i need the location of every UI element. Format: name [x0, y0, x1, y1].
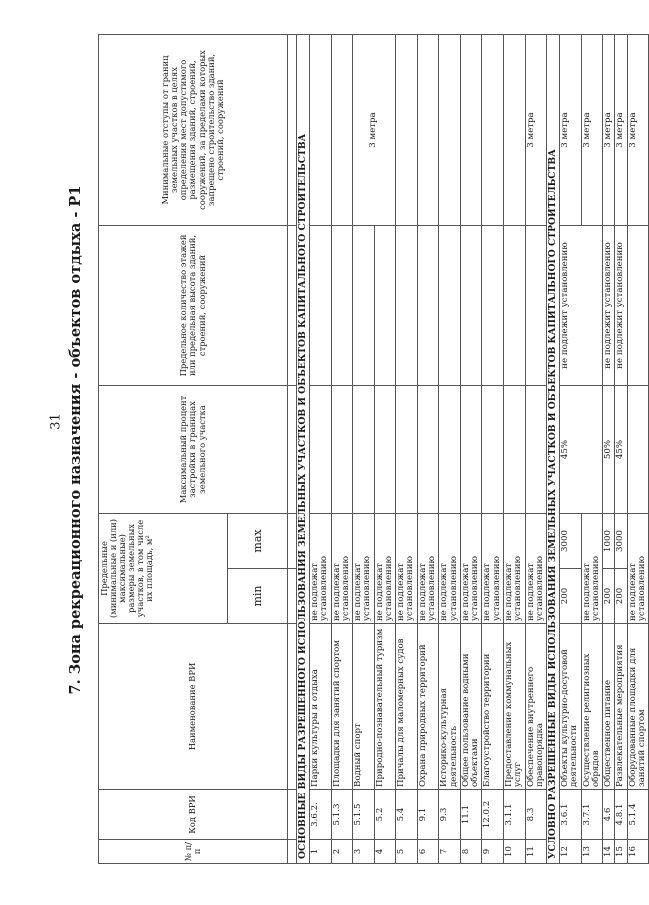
cell-size: не подлежат установлению	[460, 514, 482, 624]
header-floors: Предельное количество этажей или предельная высота зданий, строений, сооружений	[99, 226, 288, 386]
cell-size: не подлежат установлению	[309, 514, 331, 624]
cell-size: не подлежат установлению	[627, 514, 649, 624]
cell-max: 3000	[560, 514, 582, 569]
page-number: 31	[48, 413, 64, 430]
cell-offset: 3 метра	[627, 35, 649, 226]
header-min: min	[228, 569, 288, 624]
cell-floors: не подлежит установлению	[603, 226, 615, 386]
header-name: Наименование ВРИ	[99, 624, 288, 790]
cell-num: 9	[482, 840, 504, 864]
table-container	[98, 35, 648, 864]
section-main-label: ОСНОВНЫЕ ВИДЫ РАЗРЕШЕННОГО ИСПОЛЬЗОВАНИЯ ЗЕМЕЛЬНЫХ УЧАСТКОВ И ОБЪЕКТОВ КАПИТАЛЬНОГО СТРОИТЕЛЬСТВА	[297, 35, 310, 864]
cell-max: 1000	[603, 514, 615, 569]
cell-name: Объекты культурно-досуговой деятельности	[560, 624, 582, 790]
header-code: Код ВРИ	[99, 790, 288, 840]
cell-code: 4.8.1	[615, 790, 627, 840]
cell-floors: не подлежит установлению	[615, 226, 627, 386]
cell-num: 10	[504, 840, 526, 864]
cell-offset: 3 метра	[560, 35, 582, 226]
cell-code: 8.3	[525, 790, 547, 840]
cell-size: не подлежат установлению	[374, 514, 396, 624]
zoning-table	[98, 34, 649, 864]
cell-code: 3.6.1	[560, 790, 582, 840]
column-number-row	[288, 35, 297, 864]
cell-num: 13	[581, 840, 603, 864]
cell-min: 200	[560, 569, 582, 624]
table-row	[331, 35, 353, 864]
table-row	[560, 35, 582, 864]
header-num: № п/п	[99, 840, 288, 864]
cell-name: Природно-познавательный туризм	[374, 624, 396, 790]
cell-code: 9.1	[417, 790, 439, 840]
header-offsets: Минимальные отступы от границ земельных участков в целях определения мест допустимого размещения зданий, строений, сооружений, за пределами которых запрещено строительство зданий, строений, сооружений	[99, 35, 288, 226]
cell-name: Благоустройство территории	[482, 624, 504, 790]
cell-size: не подлежат установлению	[581, 514, 603, 624]
cell-num: 15	[615, 840, 627, 864]
cell-size: не подлежат установлению	[396, 514, 418, 624]
cell-num: 3	[353, 840, 375, 864]
cell-size: не подлежат установлению	[482, 514, 504, 624]
cell-name: Общее пользование водными объектами	[460, 624, 482, 790]
cell-num: 14	[603, 840, 615, 864]
cell-size: не подлежат установлению	[439, 514, 461, 624]
cell-offset: 3 метра	[353, 35, 396, 226]
table-row	[627, 35, 649, 864]
cell-num: 8	[460, 840, 482, 864]
cell-num: 7	[439, 840, 461, 864]
cell-code: 3.6.2.	[309, 790, 331, 840]
table-row	[615, 35, 627, 864]
header-row	[99, 35, 228, 864]
table-row	[504, 35, 526, 864]
cell-num: 12	[560, 840, 582, 864]
table-row	[460, 35, 482, 864]
cell-offset: 3 метра	[525, 35, 547, 226]
cell-num: 5	[396, 840, 418, 864]
cell-num: 6	[417, 840, 439, 864]
cell-code: 3.1.1	[504, 790, 526, 840]
cell-code: 5.2	[374, 790, 396, 840]
section-main	[297, 35, 310, 864]
cell-num: 1	[309, 840, 331, 864]
cell-code: 5.1.3	[331, 790, 353, 840]
cell-name: Причалы для маломерных судов	[396, 624, 418, 790]
cell-num: 4	[374, 840, 396, 864]
section-conditional	[547, 35, 560, 864]
cell-code: 11.1	[460, 790, 482, 840]
cell-size: не подлежат установлению	[525, 514, 547, 624]
header-size: Предельные (минимальные и (или) максимальные) размеры земельных участков, в том числе их площадь, м²	[99, 514, 228, 624]
cell-min: 200	[603, 569, 615, 624]
cell-num: 11	[525, 840, 547, 864]
cell-floors: не подлежит установлению	[560, 226, 603, 386]
cell-size: не подлежат установлению	[353, 514, 375, 624]
cell-code: 5.4	[396, 790, 418, 840]
cell-name: Общественное питание	[603, 624, 615, 790]
cell-name: Развлекательные мероприятия	[615, 624, 627, 790]
cell-percent: 50%	[603, 386, 615, 514]
cell-min: 200	[615, 569, 627, 624]
cell-name: Парки культуры и отдыха	[309, 624, 331, 790]
header-max: max	[228, 514, 288, 569]
cell-code: 5.1.5	[353, 790, 375, 840]
cell-name: Площадки для занятий спортом	[331, 624, 353, 790]
cell-percent: 45%	[615, 386, 627, 514]
cell-size: не подлежат установлению	[504, 514, 526, 624]
cell-offset: 3 метра	[615, 35, 627, 226]
cell-name: Предоставление коммунальных услуг	[504, 624, 526, 790]
table-row	[309, 35, 331, 864]
cell-code: 4.6	[603, 790, 615, 840]
cell-code: 12.0.2	[482, 790, 504, 840]
page-title: 7. Зона рекреационного назначения - объектов отдыха - Р1	[67, 185, 84, 695]
cell-num: 2	[331, 840, 353, 864]
cell-percent: 45%	[560, 386, 603, 514]
cell-offset: 3 метра	[581, 35, 603, 226]
table-row	[525, 35, 547, 864]
cell-max: 3000	[615, 514, 627, 569]
table-row	[439, 35, 461, 864]
cell-offset: 3 метра	[603, 35, 615, 226]
cell-size: не подлежат установлению	[417, 514, 439, 624]
table-row	[417, 35, 439, 864]
table-row	[396, 35, 418, 864]
cell-name: Обеспечение внутреннего правопорядка	[525, 624, 547, 790]
table-row	[482, 35, 504, 864]
cell-name: Водный спорт	[353, 624, 375, 790]
cell-code: 9.3	[439, 790, 461, 840]
section-conditional-label: УСЛОВНО РАЗРЕШЕННЫЕ ВИДЫ ИСПОЛЬЗОВАНИЯ ЗЕМЕЛЬНЫХ УЧАСТКОВ И ОБЪЕКТОВ КАПИТАЛЬНОГО СТРОИТЕЛЬСТВА	[547, 35, 560, 864]
cell-name: Оборудованные площадки для занятий спортом	[627, 624, 649, 790]
cell-name: Историко-культурная деятельность	[439, 624, 461, 790]
cell-code: 3.7.1	[581, 790, 603, 840]
cell-name: Осуществление религиозных обрядов	[581, 624, 603, 790]
table-row	[353, 35, 375, 864]
cell-num: 16	[627, 840, 649, 864]
cell-size: не подлежат установлению	[331, 514, 353, 624]
table-row	[603, 35, 615, 864]
cell-name: Охрана природных территорий	[417, 624, 439, 790]
header-percent: Максимальный процент застройки в границах земельного участка	[99, 386, 288, 514]
cell-code: 5.1.4	[627, 790, 649, 840]
